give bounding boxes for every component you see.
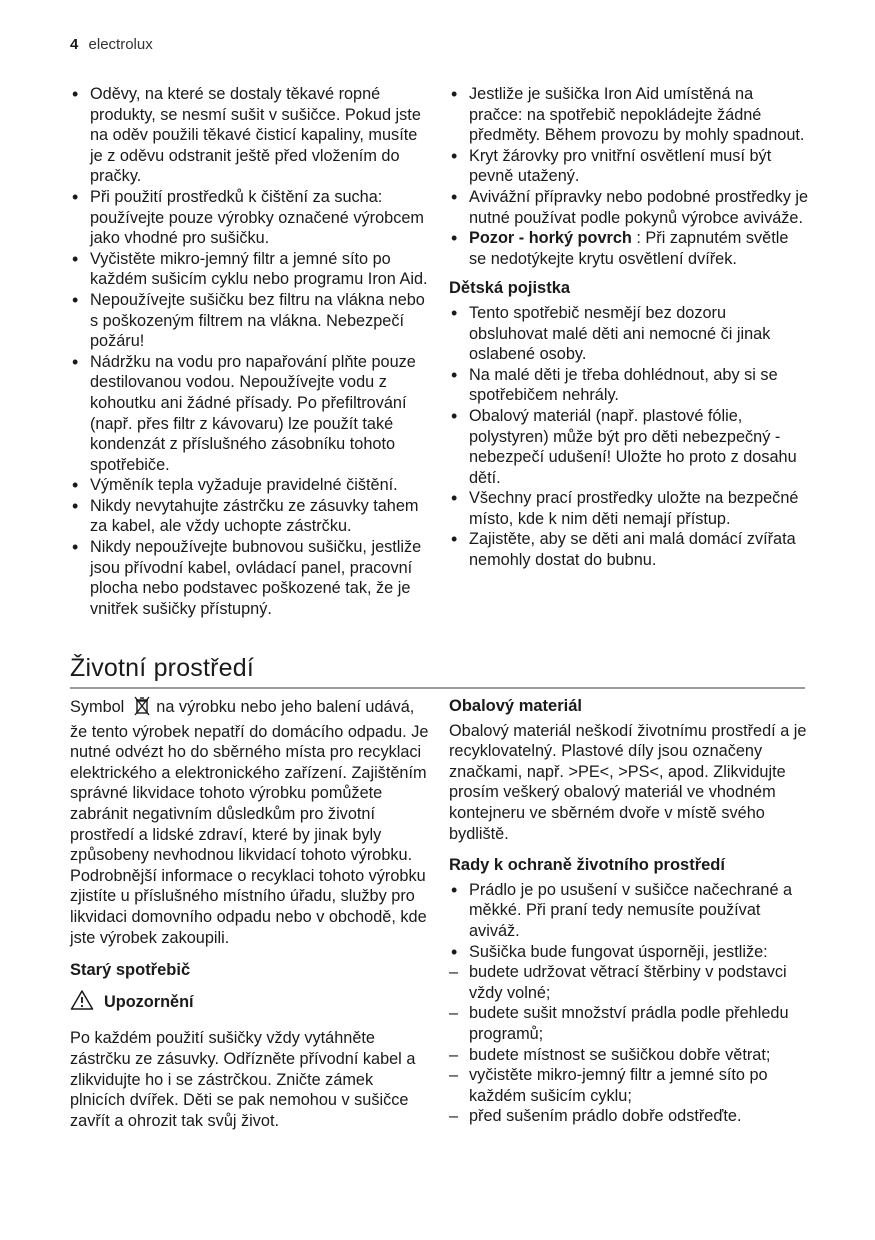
sublist-item: – budete místnost se sušičkou dobře větrat; [449, 1045, 811, 1066]
hot-surface-text: : Při zapnutém světle se nedotýkejte krytu osvětlení dvířek. [469, 229, 789, 268]
list-item: • Výměník tepla vyžaduje pravidelné čištění. [70, 475, 430, 496]
packaging-text: Obalový materiál neškodí životnímu prostředí a je recyklovatelný. Plastové díly jsou označeny značkami, např. >PE<, >PS<, apod. Zlikvidujte prosím veškerý obalový materiál ve vhodném kontejneru ve sběrném dvoře v místě svého bydliště. [449, 721, 807, 843]
safety-column-left [70, 84, 430, 619]
sublist-item: – budete sušit množství prádla podle přehledu programů; [449, 1003, 811, 1044]
child-safety-heading: Dětská pojistka [449, 279, 571, 298]
environment-column-right [449, 696, 811, 1127]
page-header [70, 36, 153, 53]
list-item: • Tento spotřebič nesmějí bez dozoru obsluhovat malé děti ani nemocné či jinak oslabené osoby. [449, 303, 809, 365]
list-item: • Všechny prací prostředky uložte na bezpečné místo, kde k nim děti nemají přístup. [449, 488, 809, 529]
crossed-bin-icon [134, 696, 150, 722]
symbol-label: Symbol [70, 698, 125, 716]
list-item: • Nádržku na vodu pro napařování plňte pouze destilovanou vodou. Nepoužívejte vodu z kohoutku ani žádné přísady. Po přefiltrování (např. přes filtr z kávovaru) lze použít také kondenzát z příslušného zásobníku tohoto spotřebiče. [70, 352, 430, 476]
warning-icon [70, 989, 94, 1017]
list-item [449, 942, 811, 963]
list-item: • Prádlo je po usušení v sušičce načechrané a měkké. Při praní tedy nemusíte používat aviváž. [449, 880, 811, 942]
list-item-text: Sušička bude fungovat úsporněji, jestliže: [469, 942, 768, 961]
child-safety-list [449, 303, 809, 571]
list-item: • Nikdy nevytahujte zástrčku ze zásuvky tahem za kabel, ale vždy uchopte zástrčku. [70, 496, 430, 537]
section-title: Životní prostředí [70, 654, 255, 682]
list-item: • Zajistěte, aby se děti ani malá domácí zvířata nemohly dostat do bubnu. [449, 529, 809, 570]
list-item: • Avivážní přípravky nebo podobné prostředky je nutné používat podle pokynů výrobce aviváže. [449, 187, 809, 228]
list-item: • Při použití prostředků k čištění za sucha: používejte pouze výrobky označené výrobcem jako vhodné pro sušičku. [70, 187, 430, 249]
list-item: • Oděvy, na které se dostaly těkavé ropné produkty, se nesmí sušit v sušičce. Pokud jste na oděv použili těkavé čisticí kapaliny, musíte je z oděvu odstranit ještě před vložením do pračky. [70, 84, 430, 187]
sublist-item: – před sušením prádlo dobře odstřeďte. [449, 1106, 811, 1127]
hot-surface-label: Pozor - horký povrch [469, 229, 632, 248]
old-appliance-heading: Starý spotřebič [70, 961, 191, 980]
eco-tips-heading: Rady k ochraně životního prostředí [449, 856, 725, 875]
safety-list-right [449, 84, 809, 269]
list-item: • Kryt žárovky pro vnitřní osvětlení musí být pevně utažený. [449, 146, 809, 187]
section-divider [70, 687, 805, 689]
eco-tips-list [449, 880, 811, 962]
warning-label: Upozornění [104, 993, 194, 1012]
list-item: • Nepoužívejte sušičku bez filtru na vlákna nebo s poškozeným filtrem na vlákna. Nebezpečí požáru! [70, 290, 430, 352]
sublist-item: – vyčistěte mikro-jemný filtr a jemné síto po každém sušicím cyklu; [449, 1065, 811, 1106]
brand-name: electrolux [88, 36, 153, 53]
safety-column-right [449, 84, 809, 571]
eco-tips-sublist [449, 962, 811, 1127]
safety-list-left [70, 84, 430, 619]
list-item: • Obalový materiál (např. plastové fólie, polystyren) může být pro děti nebezpečný - nebezpečí udušení! Uložte ho proto z dosahu dětí. [449, 406, 809, 488]
environment-column-left [70, 696, 432, 1131]
symbol-text: na výrobku nebo jeho balení udává, že tento výrobek nepatří do domácího odpadu. Je nutné odvézt ho do sběrného místa pro recyklaci elektrického a elektronického zařízení. Zajištěním správné likvidace tohoto výrobku pomůžete zabránit negativním důsledkům pro životní prostředí a lidské zdraví, které by jinak byly způsobeny nevhodnou likvidací tohoto výrobku. Podrobnější informace o recyklaci tohoto výrobku zjistíte u příslušného místního úřadu, služby pro likvidaci domovního odpadu nebo v obchodě, kde jste výrobek zakoupili. [70, 698, 429, 947]
symbol-paragraph [70, 696, 432, 948]
old-appliance-text: Po každém použití sušičky vždy vytáhněte zástrčku ze zásuvky. Odřízněte přívodní kabel a zlikvidujte ho i se zástrčkou. Zničte zámek plnicích dvířek. Děti se pak nemohou v sušičce zavřít a ohrozit tak svůj život. [70, 1029, 416, 1130]
packaging-heading: Obalový materiál [449, 697, 582, 715]
list-item: • Na malé děti je třeba dohlédnout, aby si se spotřebičem nehrály. [449, 365, 809, 406]
list-item: • Nikdy nepoužívejte bubnovou sušičku, jestliže jsou přívodní kabel, ovládací panel, pracovní plocha nebo podstavec poškozené tak, že je vnitřek sušičky přístupný. [70, 537, 430, 619]
sublist-item: – budete udržovat větrací štěrbiny v podstavci vždy volné; [449, 962, 811, 1003]
page-number: 4 [70, 36, 79, 53]
list-item: • Vyčistěte mikro-jemný filtr a jemné síto po každém sušicím cyklu nebo programu Iron Aid. [70, 249, 430, 290]
list-item: • Jestliže je sušička Iron Aid umístěná na pračce: na spotřebič nepokládejte žádné předměty. Během provozu by mohly spadnout. [449, 84, 809, 146]
warning-note [70, 989, 432, 1017]
hot-surface-item [449, 228, 809, 269]
